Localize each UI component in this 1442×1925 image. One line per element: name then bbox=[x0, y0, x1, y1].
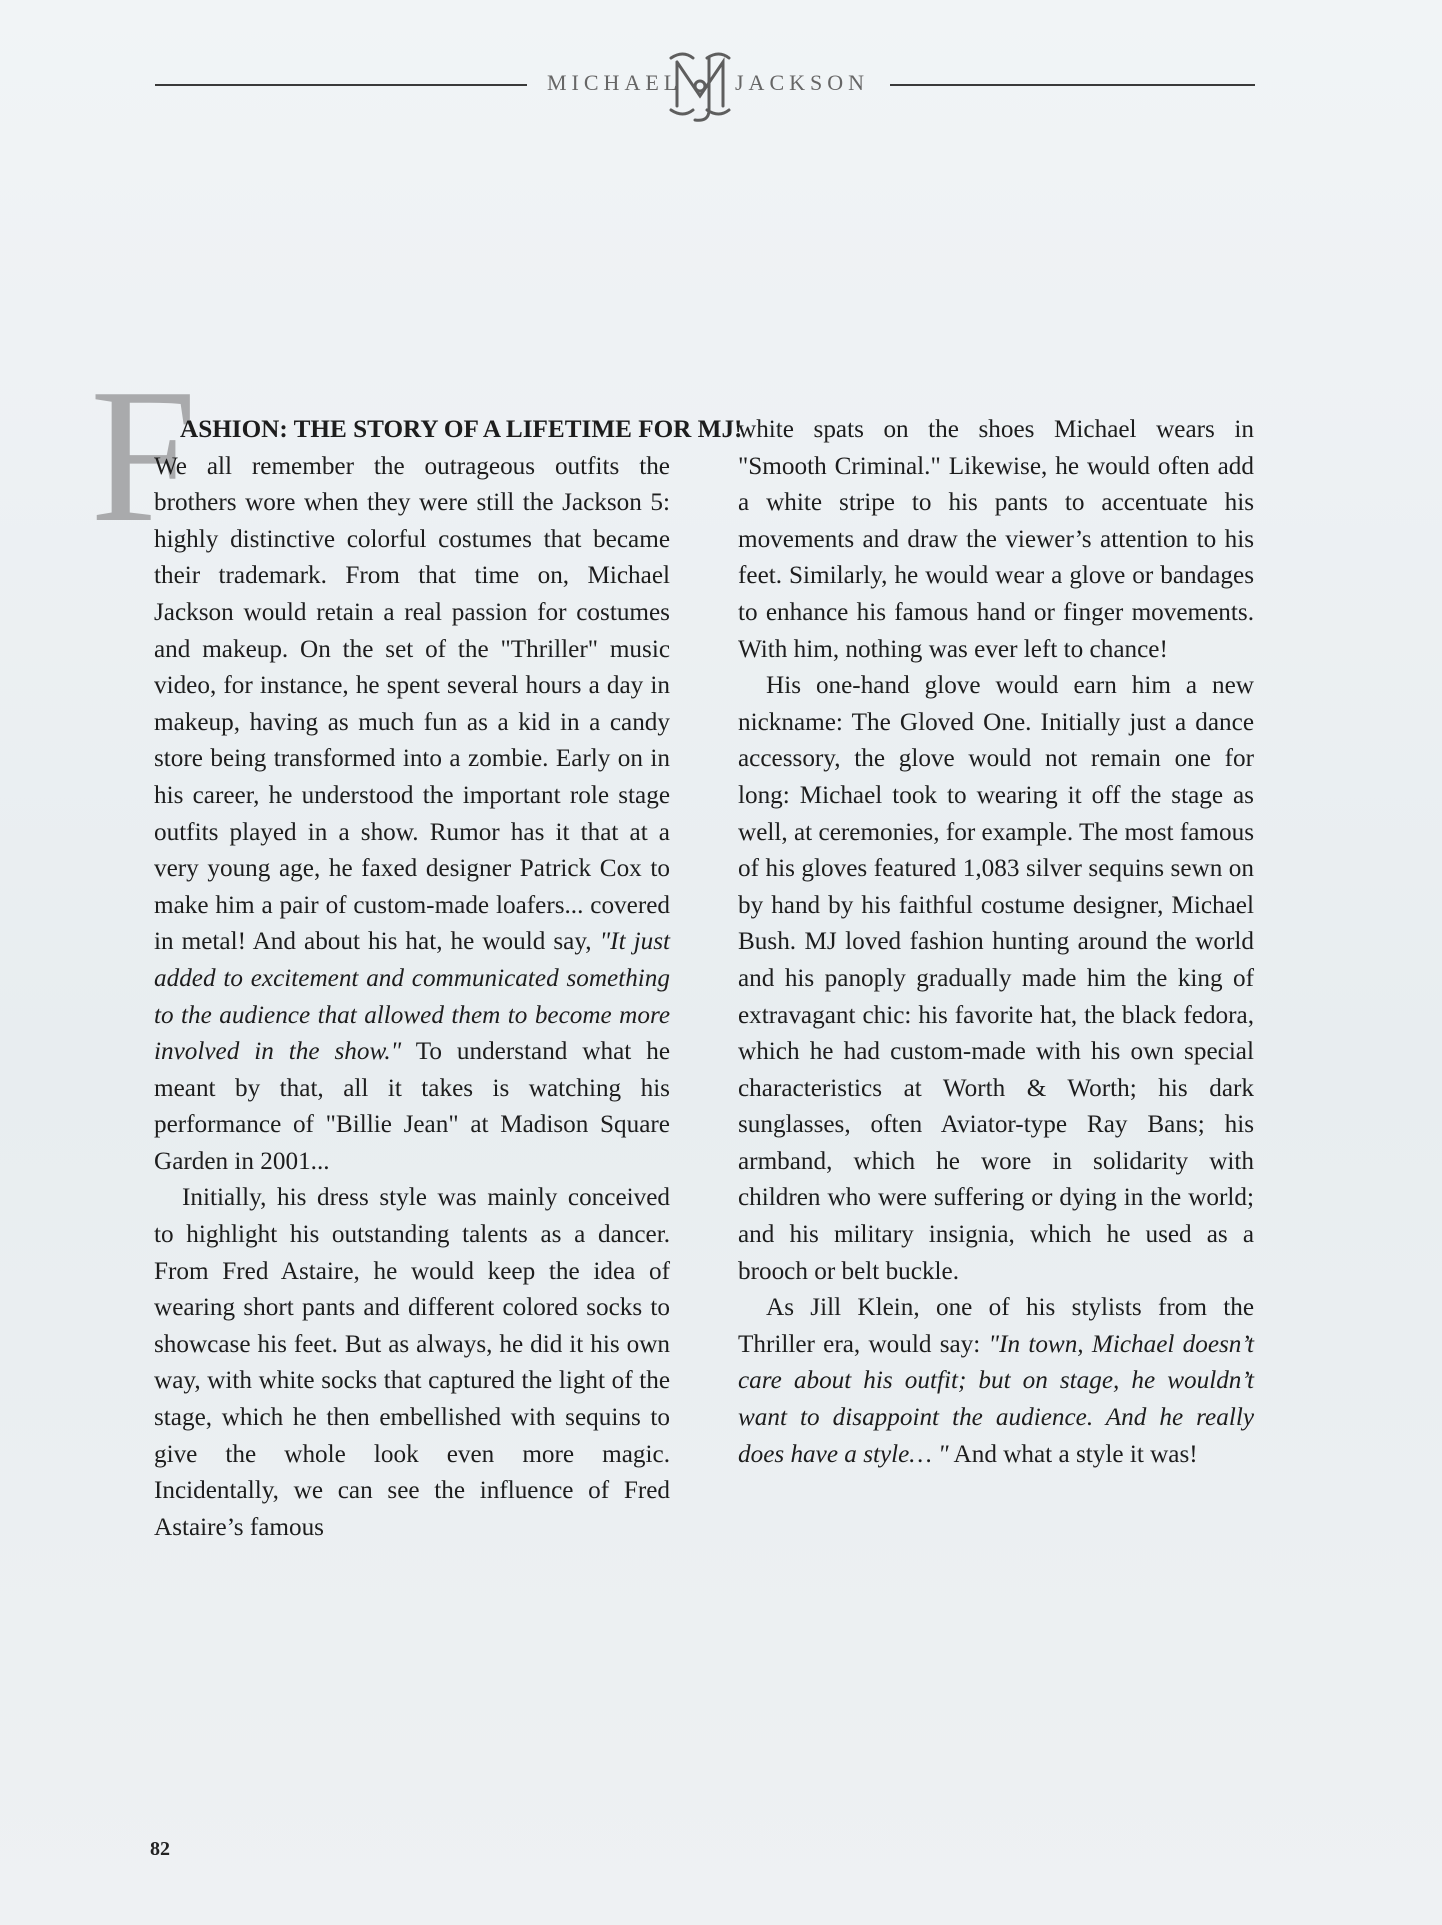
paragraph-4 bbox=[738, 1290, 1254, 1473]
header-rule-left bbox=[155, 84, 527, 86]
page-number: 82 bbox=[150, 1838, 170, 1860]
hat-quote: "It just added to excitement and communicated something to the audience that allowed them to become more involved in the show." bbox=[154, 928, 670, 1066]
lead-in-mj: MJ! bbox=[697, 416, 743, 443]
article-column-left bbox=[154, 412, 743, 1546]
header-rule-right bbox=[890, 84, 1255, 86]
lead-in-text: ASHION: THE STORY OF A LIFETIME FOR bbox=[180, 416, 698, 443]
paragraph-4-end: And what a style it was! bbox=[948, 1440, 1198, 1468]
paragraph-4-text: As Jill Klein, one of his stylists from the Thriller era, would say: bbox=[738, 1294, 1254, 1358]
paragraph-3: His one-hand glove would earn him a new nickname: The Gloved One. Initially just a dance accessory, the glove would not remain one for long: Michael took to wearing it off the stage as well, at ceremonies, for example. The most famous of his gloves featured 1,083 silver sequins sewn on by hand by his faithful costume designer, Michael Bush. MJ loved fashion hunting around the world and his panoply gradually made him the king of extravagant chic: his favorite hat, the black fedora, which he had custom-made with his own special characteristics at Worth & Worth; his dark sunglasses, often Aviator-type Ray Bans; his armband, which he wore in solidarity with children who were suffering or dying in the world; and his military insignia, which he used as a brooch or belt buckle. bbox=[738, 672, 1254, 1285]
paragraph-2-continued: white spats on the shoes Michael wears in "Smooth Criminal." Likewise, he would often add a white stripe to his pants to accentuate his movements and draw the viewer’s attention to his feet. Similarly, he would wear a glove or bandages to enhance his famous hand or finger movements. With him, nothing was ever left to chance! bbox=[738, 416, 1254, 663]
jill-klein-quote: "In town, Michael doesn’t care about his outfit; but on stage, he wouldn’t want to disappoint the audience. And he really does have a style… " bbox=[738, 1330, 1254, 1468]
paragraph-1-end: To understand what he meant by that, all it takes is watching his performance of "Billie Jean" at Madison Square Garden in 2001... bbox=[154, 1038, 670, 1175]
paragraph-2: Initially, his dress style was mainly conceived to highlight his outstanding talents as a dancer. From Fred Astaire, he would keep the idea of wearing short pants and different colored socks to showcase his feet. But as always, he did it his own way, with white socks that captured the light of the stage, which he then embellished with sequins to give the whole look even more magic. Incidentally, we can see the influence of Fred Astaire’s famous bbox=[154, 1184, 670, 1541]
header-word-michael: MICHAEL bbox=[547, 70, 683, 95]
article-column-right bbox=[738, 412, 1254, 1473]
paragraph-1 bbox=[154, 412, 743, 1180]
header-word-jackson: JACKSON bbox=[735, 70, 870, 95]
lead-in bbox=[154, 412, 743, 449]
mj-monogram-icon bbox=[663, 48, 737, 128]
drop-cap: F bbox=[90, 349, 197, 562]
running-header bbox=[155, 48, 1255, 128]
paragraph-1-text: We all remember the outrageous outfits the brothers wore when they were still the Jackson 5: highly distinctive colorful costumes that became their trademark. From that time on, Michael Jackson would retain a real passion for costumes and makeup. On the set of the "Thriller" music video, for instance, he spent several hours a day in makeup, having as much fun as a kid in a candy store being transformed into a zombie. Early on in his career, he understood the important role stage outfits played in a show. Rumor has it that at a very young age, he faxed designer Patrick Cox to make him a pair of custom-made loafers... covered in metal! And about his hat, he would say, bbox=[154, 452, 670, 956]
